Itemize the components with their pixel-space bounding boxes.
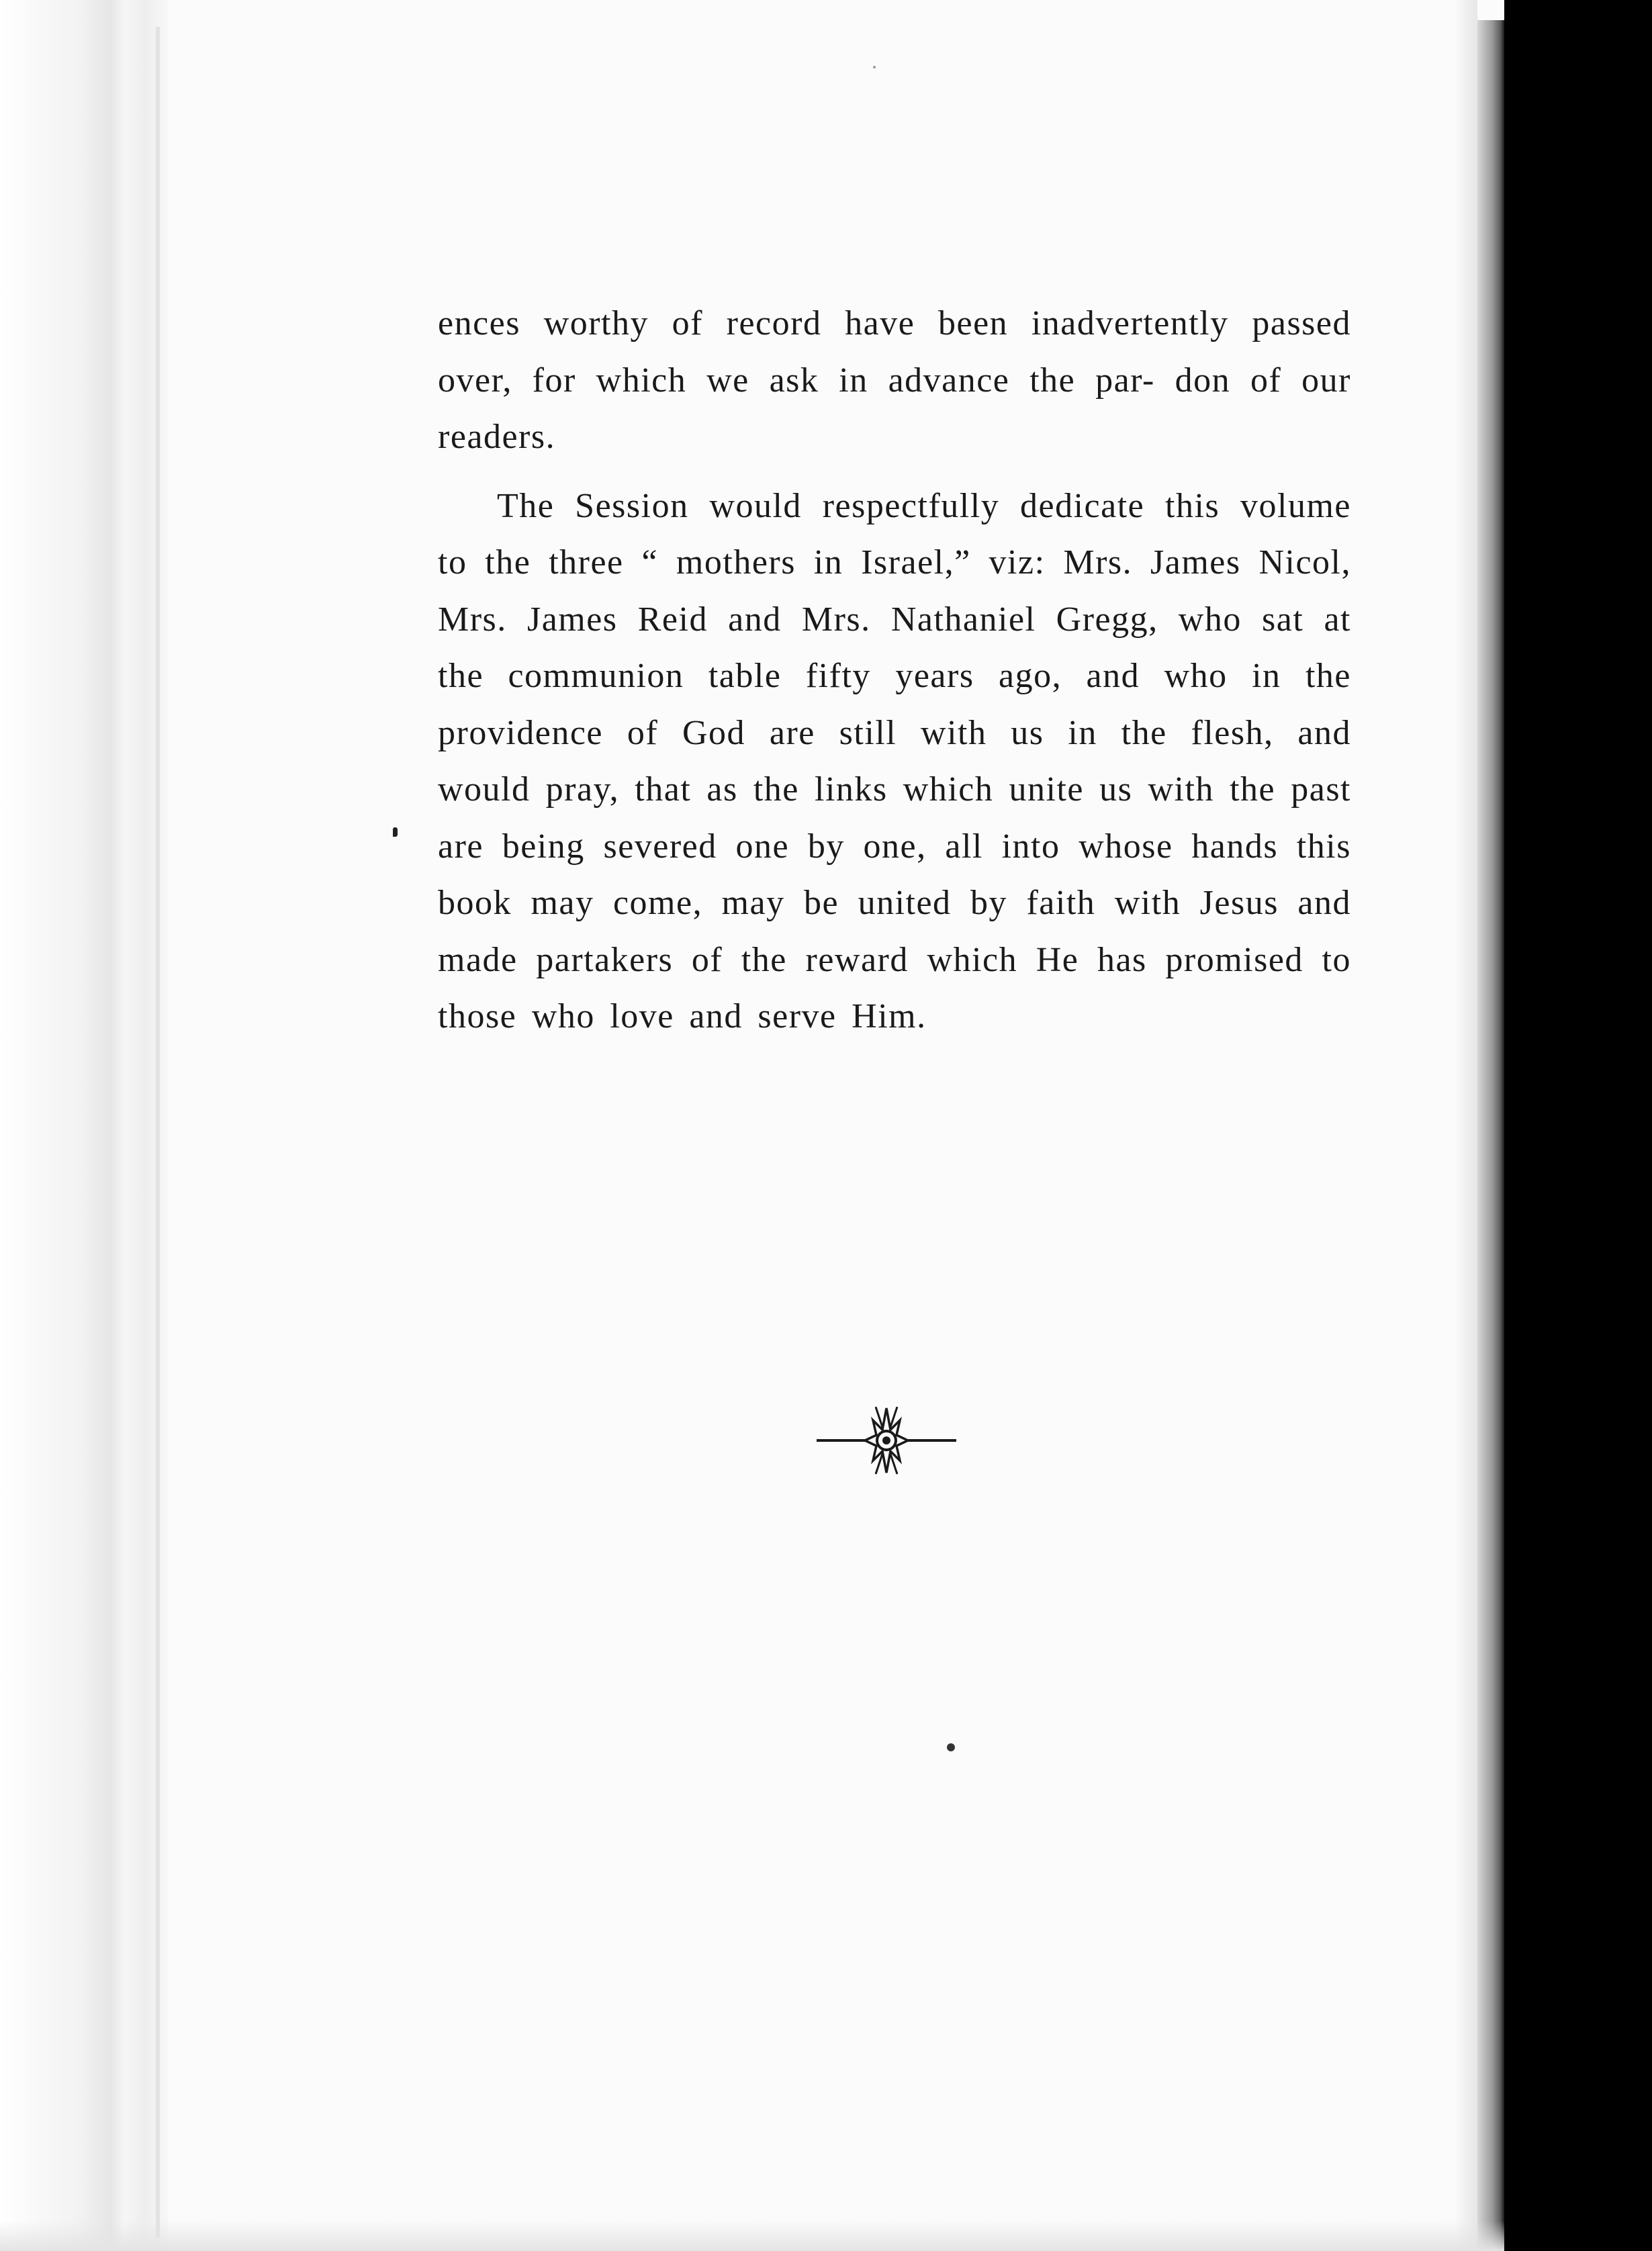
scan-speck bbox=[873, 66, 876, 68]
right-page-edge bbox=[1477, 20, 1504, 2251]
left-binding-line bbox=[156, 27, 160, 2238]
bottom-page-shade bbox=[0, 2221, 1504, 2251]
star-ornament-icon bbox=[813, 1400, 960, 1477]
body-text bbox=[438, 295, 1351, 1046]
margin-mark bbox=[393, 827, 398, 837]
right-page-shade bbox=[1454, 0, 1477, 2251]
paragraph-continuation: ences worthy of record have been inadvertently passed over, for which we ask in advance the par- don of our readers. bbox=[438, 304, 1351, 456]
scan-border bbox=[1504, 0, 1652, 2251]
left-binding-edge bbox=[0, 0, 168, 2251]
paragraph-dedication: The Session would respectfully dedicate this volume to the three “ mothers in Israel,” viz: Mrs. James Nicol, Mrs. James Reid and Mrs. Nathaniel Gregg, who sat at the communion table fifty years ago, and who in the providence of God are still with us in the flesh, and would pray, that as the links which unite us with the past are being severed one by one, all into whose hands this book may come, may be united by faith with Jesus and made partakers of the reward which He has promised to those who love and serve Him. bbox=[438, 486, 1351, 1036]
ink-dot bbox=[947, 1743, 955, 1751]
